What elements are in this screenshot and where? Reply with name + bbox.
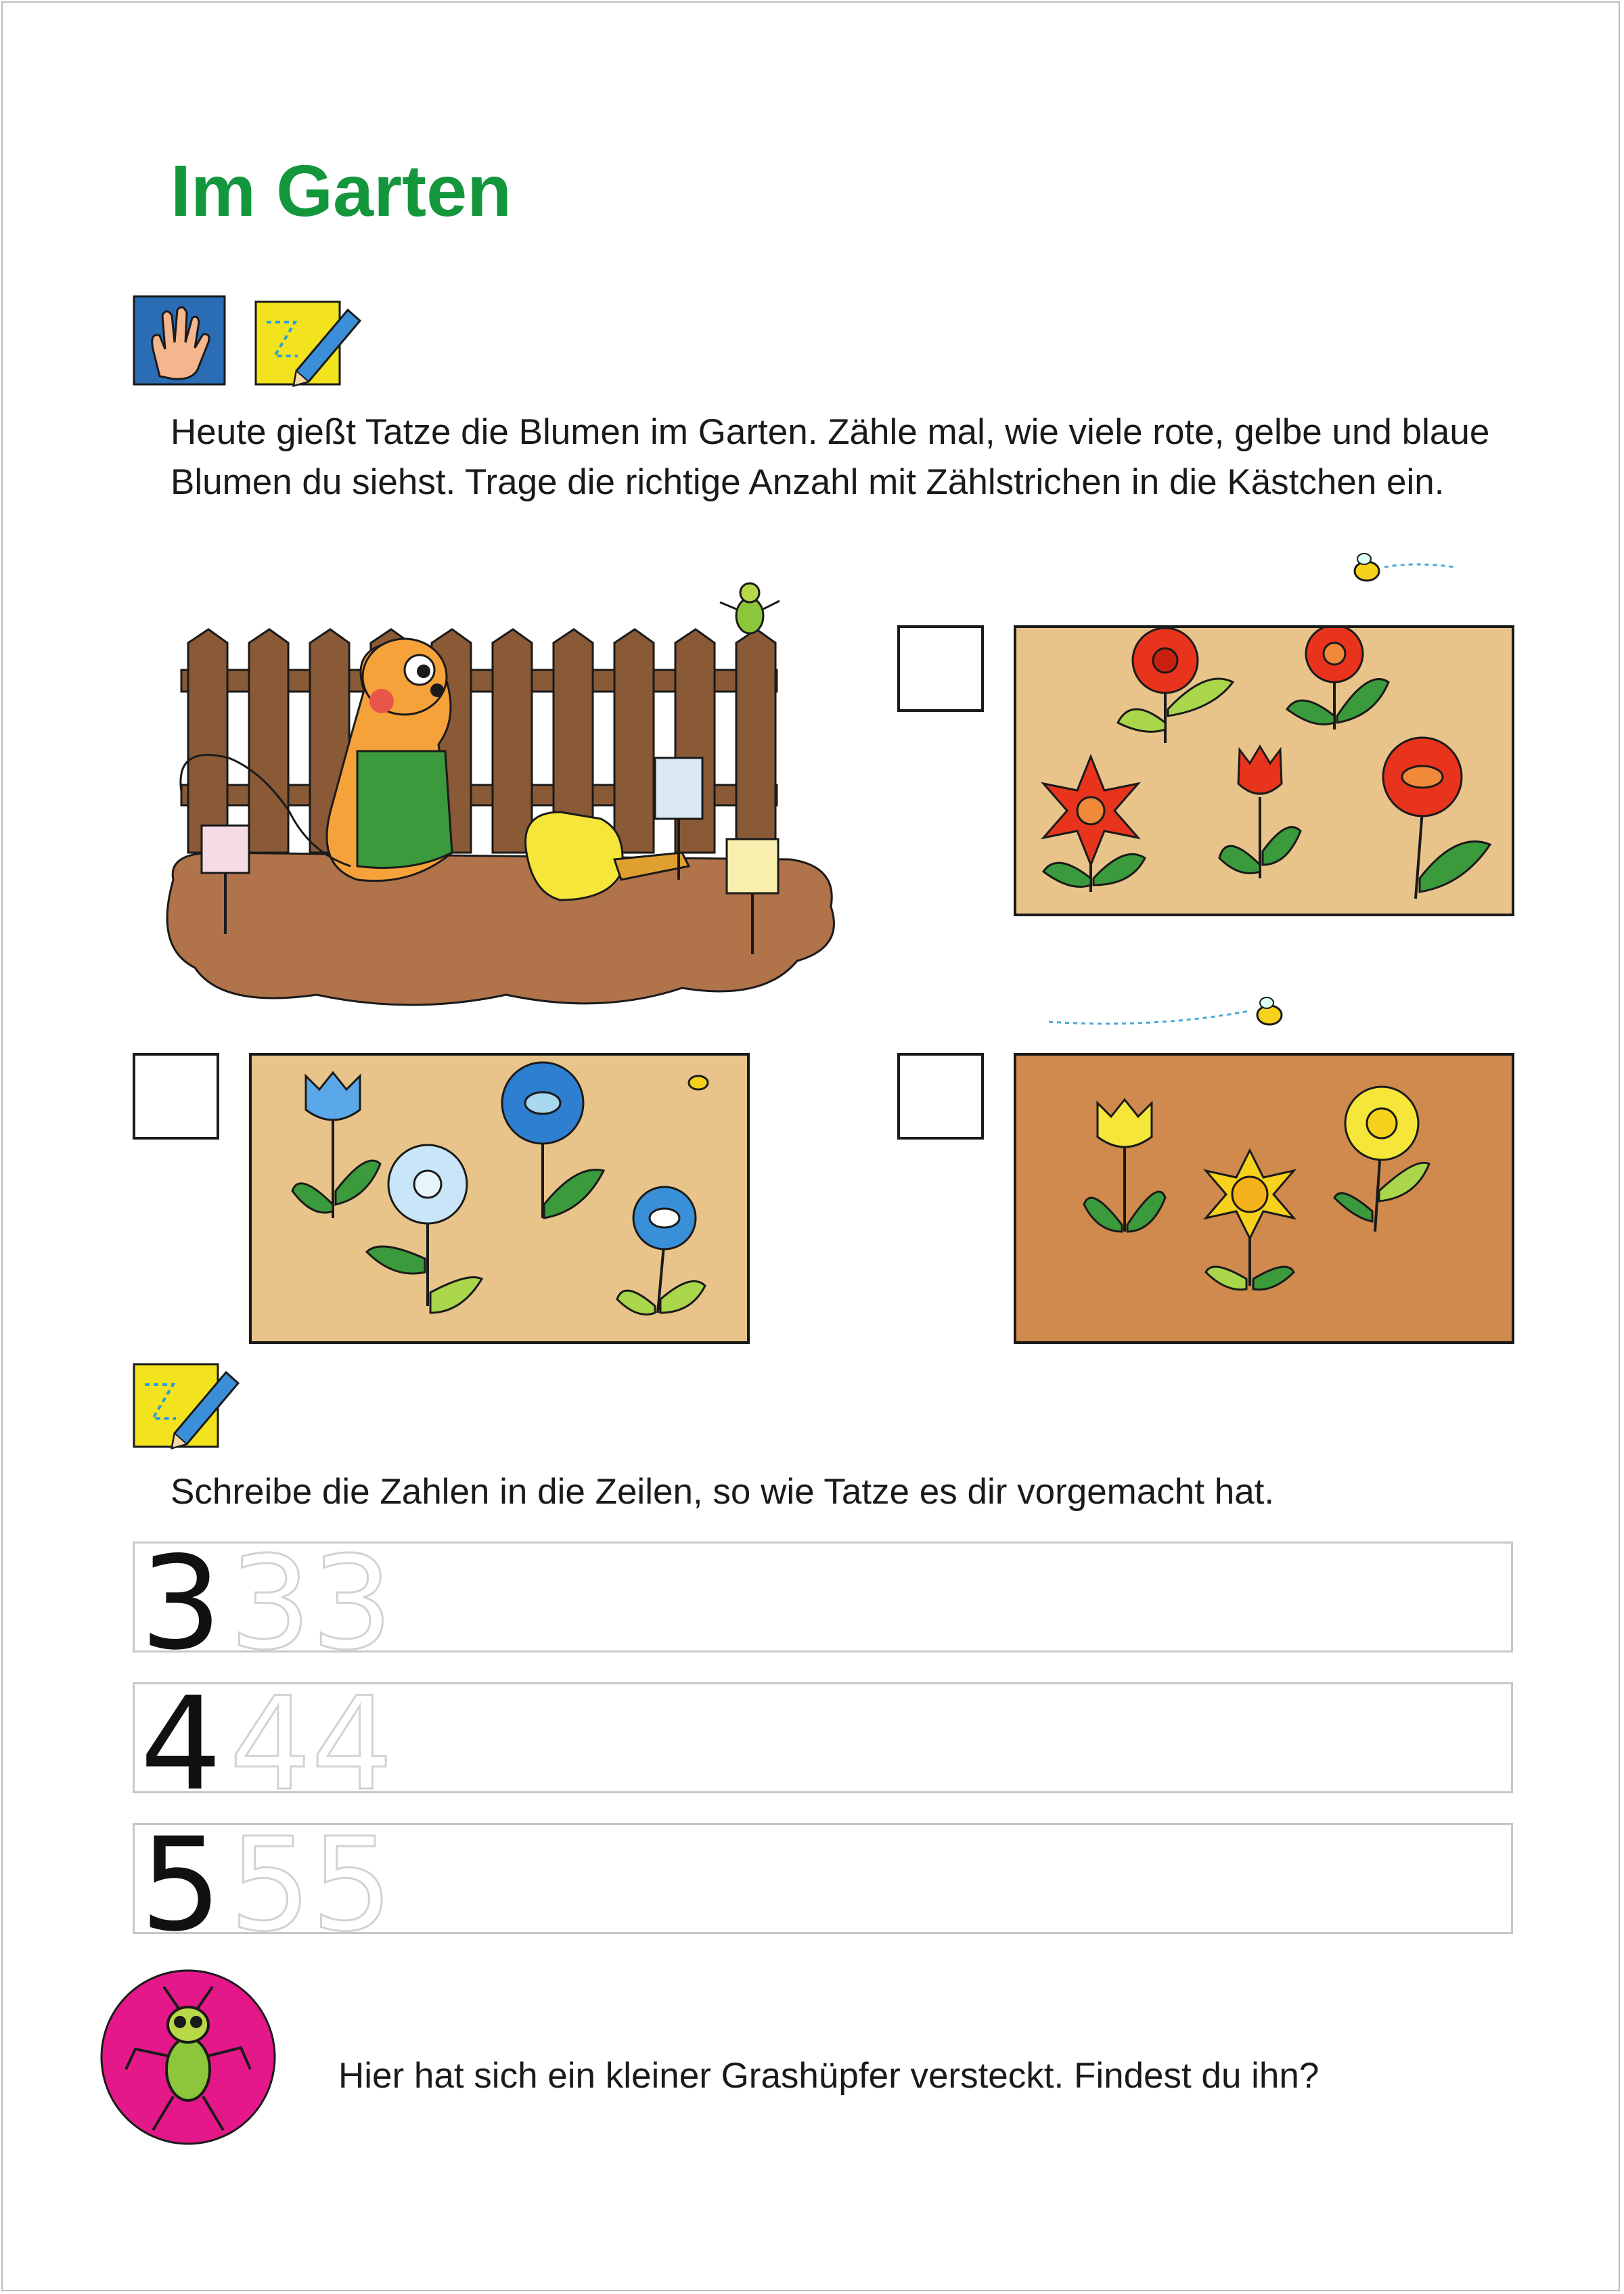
yellow-flowers-panel xyxy=(1014,1053,1514,1344)
red-flowers-panel xyxy=(1014,625,1514,916)
writing-row-4[interactable] xyxy=(133,1669,1513,1819)
hint-text: Hier hat sich ein kleiner Grashüpfer versteckt. Findest du ihn? xyxy=(338,2056,1320,2096)
count-box-blue[interactable] xyxy=(133,1053,219,1140)
digit-example: 4 xyxy=(140,1669,222,1819)
bee-icon xyxy=(1347,547,1462,587)
digit-trace: 55 xyxy=(229,1810,393,1960)
pencil-icon xyxy=(133,1357,241,1449)
digit-trace: 33 xyxy=(229,1529,393,1678)
count-box-red[interactable] xyxy=(897,625,984,712)
digit-example: 3 xyxy=(140,1529,222,1678)
task1-instruction: Heute gießt Tatze die Blumen im Garten. Zähle mal, wie viele rote, gelbe und blaue Blumen du siehst. Trage die richtige Anzahl mit Zählstrichen in die Kästchen ein. xyxy=(171,412,1490,502)
page-title: Im Garten xyxy=(171,150,512,231)
digit-trace: 44 xyxy=(229,1669,393,1819)
pencil-icon xyxy=(254,295,363,387)
grasshopper-icon xyxy=(99,1968,277,2146)
writing-row-5[interactable] xyxy=(133,1810,1513,1960)
tatze-watering-illustration xyxy=(154,568,858,1015)
writing-row-3[interactable] xyxy=(133,1529,1513,1678)
digit-example: 5 xyxy=(140,1810,222,1960)
blue-flowers-panel xyxy=(249,1053,750,1344)
count-box-yellow[interactable] xyxy=(897,1053,984,1140)
bee-icon xyxy=(1046,988,1290,1035)
hand-icon xyxy=(133,295,226,386)
task2-instruction: Schreibe die Zahlen in die Zeilen, so wie Tatze es dir vorgemacht hat. xyxy=(171,1472,1275,1512)
